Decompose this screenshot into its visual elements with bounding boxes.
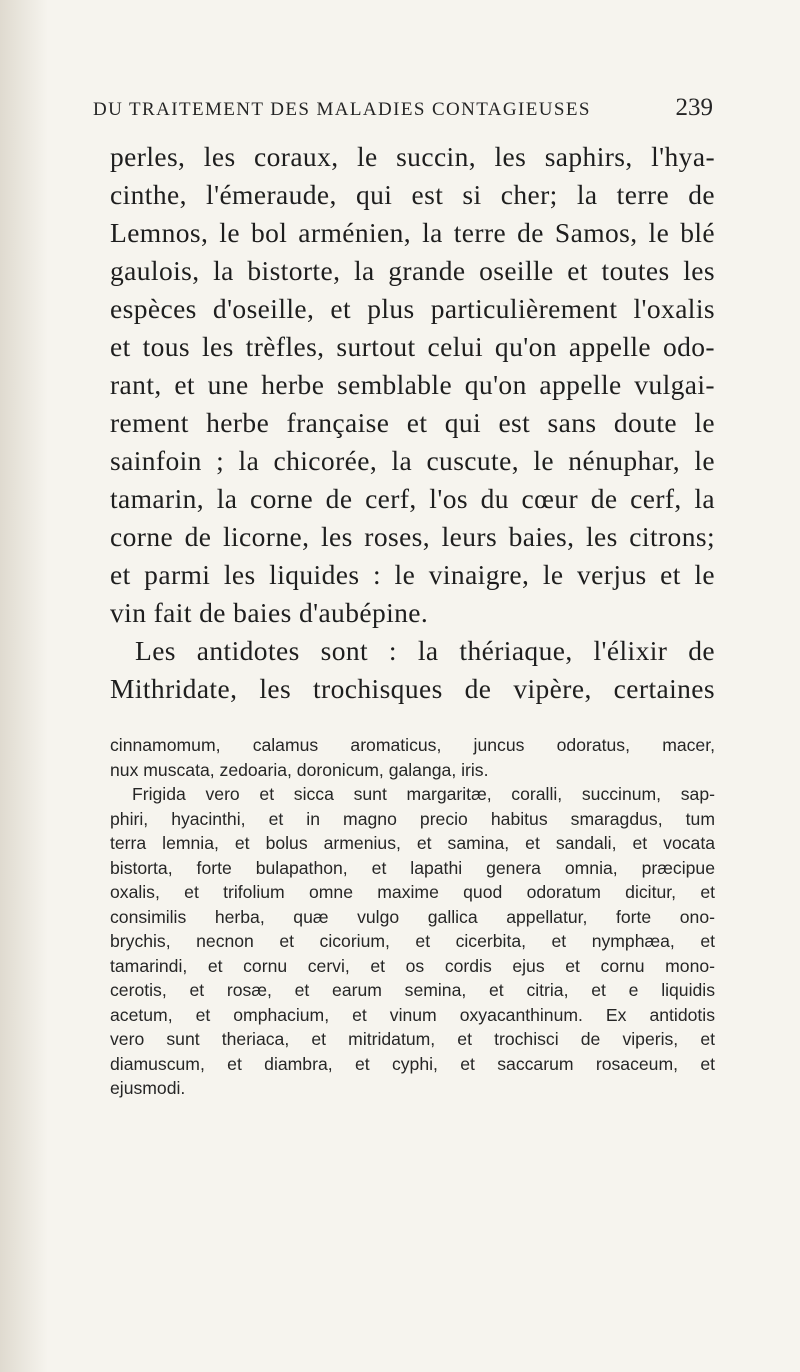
footnote-line: phiri, hyacinthi, et in magno precio habitus smaragdus, tum [110,808,715,829]
footnote-line: Frigida vero et sicca sunt margaritæ, coralli, succinum, sap- [132,784,715,804]
text-line: corne de licorne, les roses, leurs baies, les citrons; [110,521,715,552]
paragraph-1 [110,138,715,632]
footnote-line: terra lemnia, et bolus armenius, et samina, et sandali, et vocata [110,833,715,853]
footnote-line: acetum, et omphacium, et vinum oxyacanthinum. Ex antidotis [110,1004,715,1025]
footnote-line: oxalis, et trifolium omne maxime quod odoratum dicitur, et [110,882,715,902]
footnote-line: tamarindi, et cornu cervi, et os cordis ejus et cornu mono- [110,955,715,976]
text-line: Les antidotes sont : la thériaque, l'élixir de [135,635,715,666]
running-title: DU TRAITEMENT DES MALADIES CONTAGIEUSES [93,99,591,120]
text-line: sainfoin ; la chicorée, la cuscute, le nénuphar, le [110,445,715,476]
page-number: 239 [675,94,713,121]
text-line: perles, les coraux, le succin, les saphirs, l'hya- [110,141,715,172]
footnote-line: brychis, necnon et cicorium, et cicerbita, et nymphæa, et [110,931,715,951]
text-line: et tous les trèfles, surtout celui qu'on appelle odo- [110,331,715,362]
footnote-line: ejusmodi. [110,1078,186,1098]
footnote-line: cinnamomum, calamus aromaticus, juncus odoratus, macer, [110,735,715,755]
footnote-line: nux muscata, zedoaria, doronicum, galanga, iris. [110,759,489,780]
text-line: rant, et une herbe semblable qu'on appelle vulgai- [110,369,715,400]
footnote-line: diamuscum, et diambra, et cyphi, et saccarum rosaceum, et [110,1053,715,1074]
main-text [110,138,715,708]
text-line: gaulois, la bistorte, la grande oseille et toutes les [110,255,715,286]
footnote-line: cerotis, et rosæ, et earum semina, et citria, et e liquidis [110,980,715,1000]
latin-footnote [110,733,715,1101]
text-line: vin fait de baies d'aubépine. [110,597,429,628]
page-edge-shadow [0,0,48,1372]
text-line: tamarin, la corne de cerf, l'os du cœur de cerf, la [110,483,715,514]
footnote-line: bistorta, forte bulapathon, et lapathi genera omnia, præcipue [110,857,715,878]
text-line: Lemnos, le bol arménien, la terre de Samos, le blé [110,217,715,248]
text-line: et parmi les liquides : le vinaigre, le verjus et le [110,559,715,590]
footnote-line: consimilis herba, quæ vulgo gallica appellatur, forte ono- [110,906,715,927]
text-line: espèces d'oseille, et plus particulièrement l'oxalis [110,293,715,324]
footnote-line: vero sunt theriaca, et mitridatum, et trochisci de viperis, et [110,1029,715,1049]
text-line: rement herbe française et qui est sans doute le [110,407,715,438]
text-line: cinthe, l'émeraude, qui est si cher; la terre de [110,179,715,210]
running-header [93,94,713,122]
paragraph-2 [110,632,715,708]
text-line: Mithridate, les trochisques de vipère, certaines [110,673,715,704]
